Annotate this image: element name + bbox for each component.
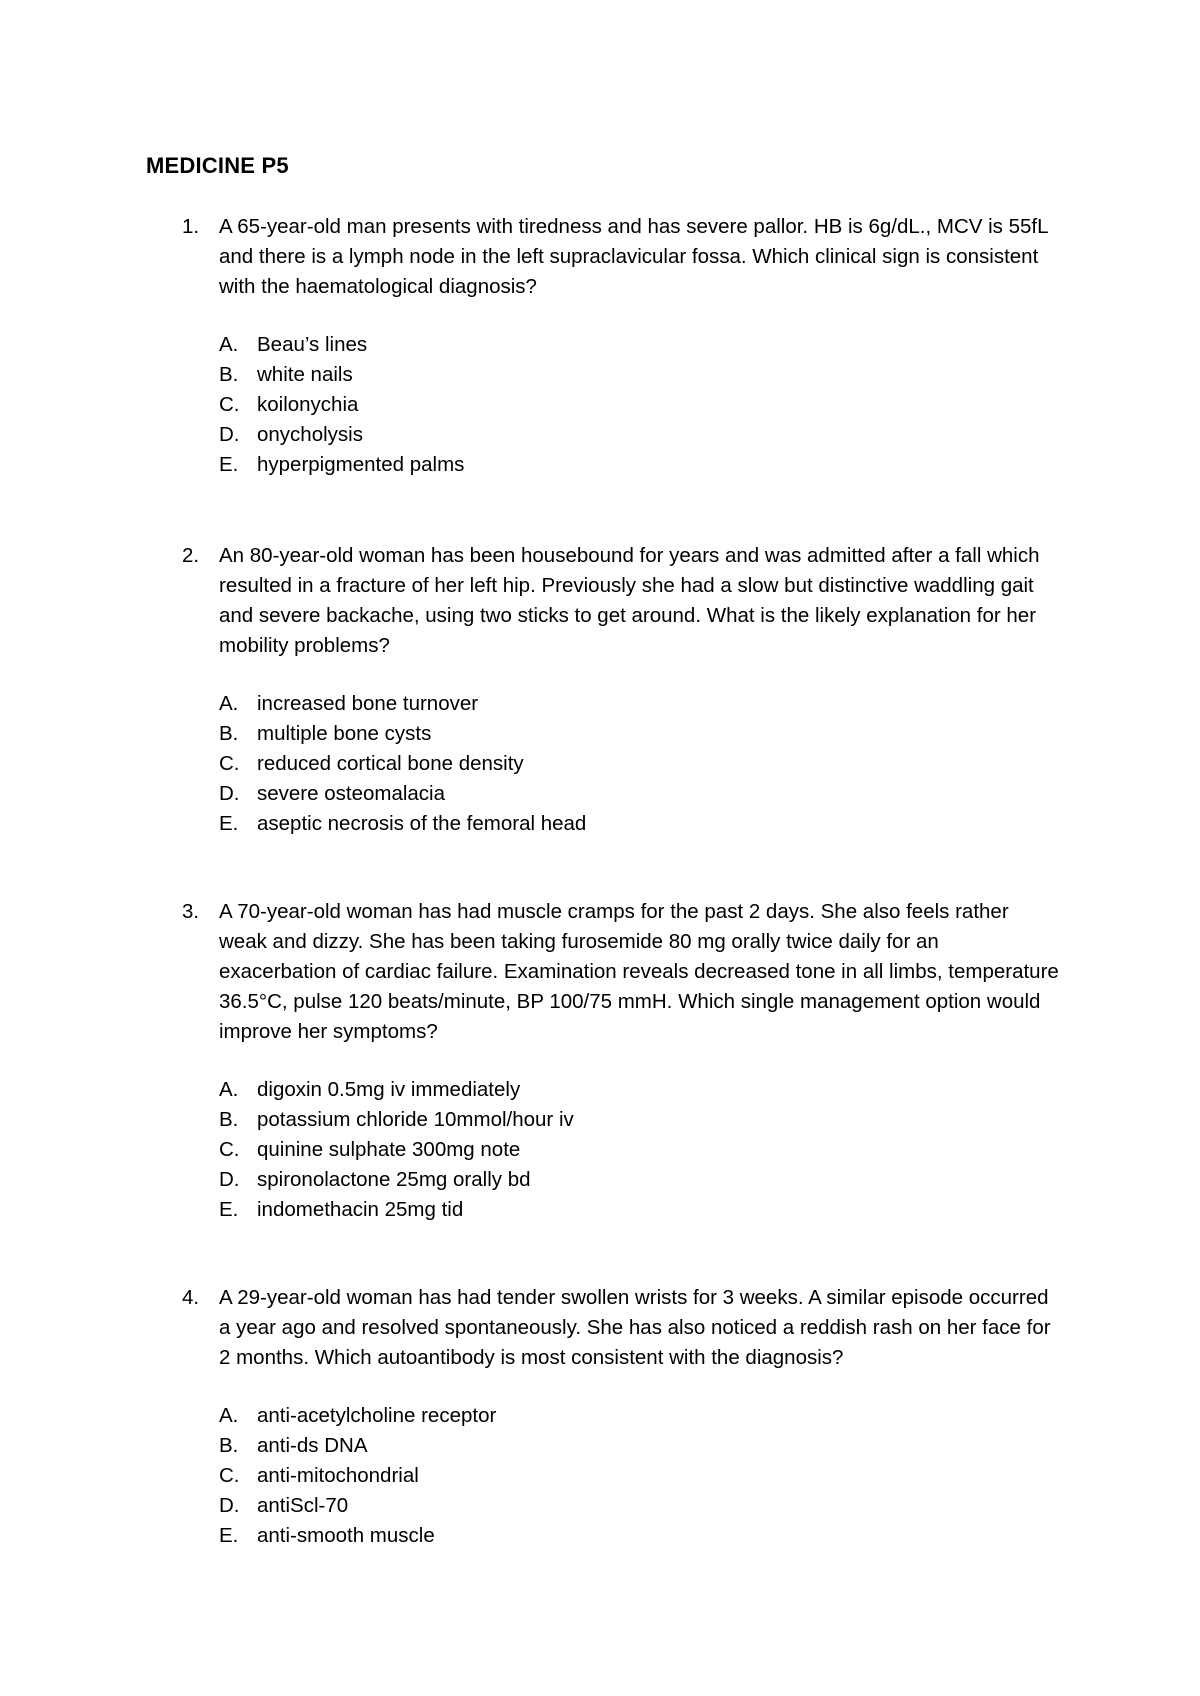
option-text: anti-smooth muscle [257, 1524, 435, 1547]
question-number: 2. [182, 544, 200, 567]
option-letter: C. [219, 1138, 240, 1161]
option-letter: E. [219, 1524, 239, 1547]
option-letter: C. [219, 752, 240, 775]
document-title: MEDICINE P5 [146, 153, 289, 178]
option-text: reduced cortical bone density [257, 752, 524, 775]
option-text: severe osteomalacia [257, 782, 446, 805]
option-letter: E. [219, 812, 239, 835]
option-letter: D. [219, 423, 240, 446]
option-letter: C. [219, 1464, 240, 1487]
option-text: Beau’s lines [257, 333, 368, 356]
option-text: digoxin 0.5mg iv immediately [257, 1078, 521, 1101]
option-letter: B. [219, 1434, 239, 1457]
option-letter: C. [219, 393, 240, 416]
option-text: anti-mitochondrial [257, 1464, 419, 1487]
question-number: 3. [182, 900, 200, 923]
option-letter: B. [219, 363, 239, 386]
question-text: A 65-year-old man presents with tiredness and has severe pallor. HB is 6g/dL., MCV is 55fL and there is a lymph node in the left supraclavicular fossa. Which clinical sign is consistent with the haematological diagnosis? [219, 215, 1048, 298]
option-text: aseptic necrosis of the femoral head [257, 812, 587, 835]
question-text: An 80-year-old woman has been housebound for years and was admitted after a fall which resulted in a fracture of her left hip. Previously she had a slow but distinctive waddling gait and severe backache, using two sticks to get around. What is the likely explanation for her mobility problems? [219, 544, 1040, 657]
option-letter: D. [219, 1168, 240, 1191]
option-text: onycholysis [257, 423, 363, 446]
option-text: koilonychia [257, 393, 359, 416]
option-letter: A. [219, 1078, 239, 1101]
question-number: 4. [182, 1286, 200, 1309]
question-number: 1. [182, 215, 200, 238]
question-text: A 70-year-old woman has had muscle cramps for the past 2 days. She also feels rather weak and dizzy. She has been taking furosemide 80 mg orally twice daily for an exacerbation of cardiac failure. Examination reveals decreased tone in all limbs, temperature 36.5°C, pulse 120 beats/minute, BP 100/75 mmH. Which single management option would improve her symptoms? [219, 900, 1059, 1043]
option-text: anti-acetylcholine receptor [257, 1404, 497, 1427]
option-letter: A. [219, 692, 239, 715]
option-letter: A. [219, 333, 239, 356]
option-text: quinine sulphate 300mg note [257, 1138, 521, 1161]
option-letter: B. [219, 722, 239, 745]
option-text: antiScl-70 [257, 1494, 349, 1517]
option-letter: A. [219, 1404, 239, 1427]
option-letter: E. [219, 453, 239, 476]
option-letter: D. [219, 782, 240, 805]
option-text: increased bone turnover [257, 692, 479, 715]
option-letter: E. [219, 1198, 239, 1221]
option-letter: B. [219, 1108, 239, 1131]
option-text: white nails [257, 363, 353, 386]
option-text: anti-ds DNA [257, 1434, 368, 1457]
option-letter: D. [219, 1494, 240, 1517]
option-text: potassium chloride 10mmol/hour iv [257, 1108, 574, 1131]
option-text: spironolactone 25mg orally bd [257, 1168, 531, 1191]
question-text: A 29-year-old woman has had tender swollen wrists for 3 weeks. A similar episode occurred a year ago and resolved spontaneously. She has also noticed a reddish rash on her face for 2 months. Which autoantibody is most consistent with the diagnosis? [219, 1286, 1051, 1369]
option-text: multiple bone cysts [257, 722, 432, 745]
option-text: hyperpigmented palms [257, 453, 465, 476]
option-text: indomethacin 25mg tid [257, 1198, 464, 1221]
